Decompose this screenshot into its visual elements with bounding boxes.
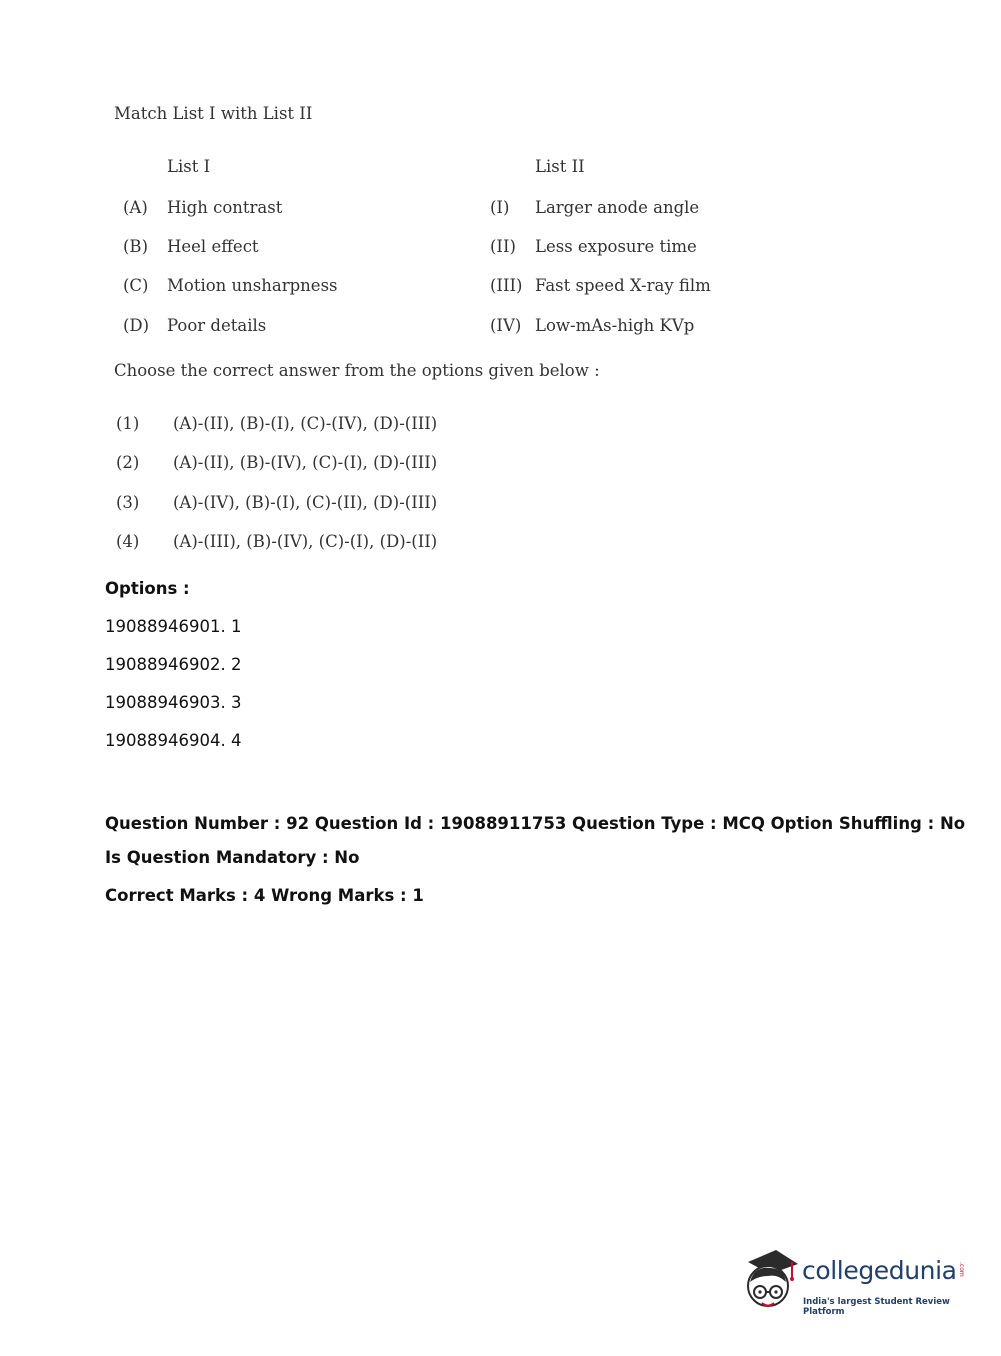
logo-brand: collegedunia <box>802 1256 957 1285</box>
list2-label: (III) <box>490 276 523 295</box>
list2-item: Low-mAs-high KVp <box>535 316 695 335</box>
list1-label: (D) <box>123 316 150 335</box>
logo-dotcom: .com <box>958 1262 965 1277</box>
list1-item: Motion unsharpness <box>167 276 338 295</box>
choice-text: (A)-(III), (B)-(IV), (C)-(I), (D)-(II) <box>173 532 438 551</box>
question-meta-line: Question Number : 92 Question Id : 19088911753 Question Type : MCQ Option Shuffling : No <box>105 814 966 833</box>
option-item: 19088946904. 4 <box>105 731 242 750</box>
options-label: Options : <box>105 579 190 598</box>
list1-item: Heel effect <box>167 237 259 256</box>
mandatory-line: Is Question Mandatory : No <box>105 848 360 867</box>
option-item: 19088946903. 3 <box>105 693 242 712</box>
list1-item: High contrast <box>167 198 283 217</box>
list1-label: (B) <box>123 237 148 256</box>
choice-text: (A)-(II), (B)-(I), (C)-(IV), (D)-(III) <box>173 414 438 433</box>
instruction-text: Choose the correct answer from the options given below : <box>114 361 600 380</box>
collegedunia-logo <box>740 1248 970 1320</box>
list2-item: Fast speed X-ray film <box>535 276 711 295</box>
option-item: 19088946902. 2 <box>105 655 242 674</box>
list2-label: (IV) <box>490 316 522 335</box>
list1-item: Poor details <box>167 316 267 335</box>
list2-header: List II <box>535 157 585 176</box>
list1-label: (A) <box>123 198 148 217</box>
question-heading: Match List I with List II <box>114 104 313 123</box>
choice-text: (A)-(IV), (B)-(I), (C)-(II), (D)-(III) <box>173 493 438 512</box>
option-item: 19088946901. 1 <box>105 617 242 636</box>
choice-number: (1) <box>116 414 140 433</box>
list2-label: (II) <box>490 237 516 256</box>
list2-item: Less exposure time <box>535 237 697 256</box>
choice-number: (2) <box>116 453 140 472</box>
choice-number: (4) <box>116 532 140 551</box>
list1-label: (C) <box>123 276 149 295</box>
list1-header: List I <box>167 157 211 176</box>
marks-line: Correct Marks : 4 Wrong Marks : 1 <box>105 886 424 905</box>
list2-label: (I) <box>490 198 510 217</box>
mascot-graduation-cap-icon <box>740 1248 800 1320</box>
choice-text: (A)-(II), (B)-(IV), (C)-(I), (D)-(III) <box>173 453 438 472</box>
list2-item: Larger anode angle <box>535 198 700 217</box>
choice-number: (3) <box>116 493 140 512</box>
logo-tagline: India's largest Student Review Platform <box>803 1297 950 1317</box>
